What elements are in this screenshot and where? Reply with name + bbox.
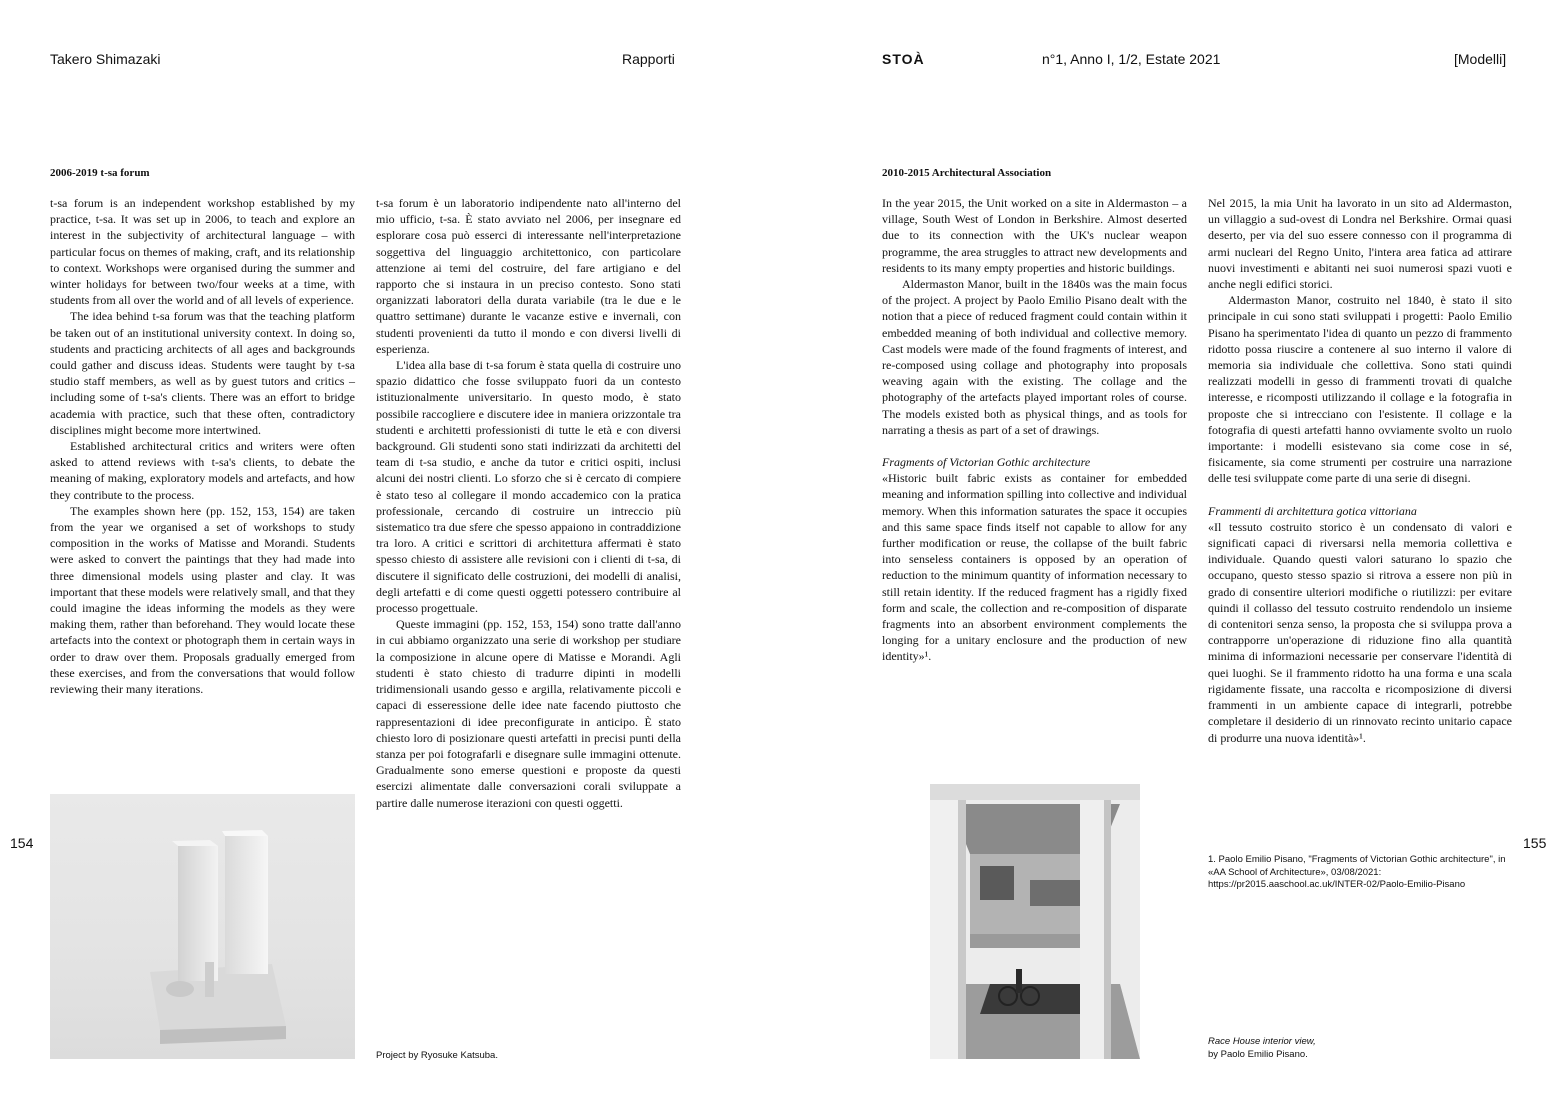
paragraph: Established architectural critics and writers were often asked to attend reviews with t-sa's clients, to debate the meaning of making, exploratory models and artefacts, and how they contribute to the process.: [50, 439, 355, 502]
race-house-photo: [930, 784, 1140, 1059]
left-italian-column: [376, 195, 681, 811]
paragraph: t-sa forum is an independent workshop established by my practice, t-sa. It was set up in 2006, to teach and explore an interest in the subjectivity of architectural language – with particular focus on themes of making, craft, and its relationship to context. Workshops were organised during the summer and winter holidays for between two/four weeks at a time, with students from all over the world and of all levels of experience.: [50, 196, 355, 308]
paragraph: Aldermaston Manor, costruito nel 1840, è stato il sito principale in cui sono stati sviluppati i progetti: Paolo Emilio Pisano ha sperimentato l'idea di quanto un pezzo di frammento ridotto possa riuscire a contenere al suo interno il valore di memoria sia individuale che collettiva. Sono stati quindi realizzati modelli in gesso di frammenti trovati di qualche interesse, e ricomposti utilizzando il collage e la fotografia in proposte che si intrecciano con l'esistente. Il collage e la fotografia di questi artefatti hanno ovviamente svolto un ruolo importante: i modelli esistevano sia come cose in sé, fisicamente, sia come strumenti per costruire una narrazione delle tesi sviluppate come parte di una serie di disegni.: [1208, 293, 1512, 486]
paragraph: Queste immagini (pp. 152, 153, 154) sono tratte dall'anno in cui abbiamo organizzato una serie di workshop per studiare la composizione in alcune opere di Matisse e Morandi. Agli studenti è stato chiesto di tradurre dipinti in modelli tridimensionali usando gesso e argilla, relativamente piccoli e capaci di esseressione delle idee nate facendo piuttosto che rappresentazioni di idee preconfigurate in anticipo. È stato chiesto loro di posizionare questi artefatti in precisi punti della stanza per poi fotografarli e disegnare sulle immagini ottenute. Gradualmente sono emerse questioni e proposte da questi esercizi alimentate dalle conversazioni corali sviluppate a partire dalle numerose iterazioni con questi oggetti.: [376, 617, 681, 810]
footnote: 1. Paolo Emilio Pisano, "Fragments of Victorian Gothic architecture", in «AA School of Architecture», 03/08/2021: https://pr2015.aaschool.ac.uk/INTER-02/Paolo-Emilio-Pisano: [1208, 854, 1506, 890]
left-image-caption: Project by Ryosuke Katsuba.: [376, 1050, 498, 1061]
english-quote: «Historic built fabric exists as container for embedded meaning and information spilling into collective and individual memory. When this information saturates the space it occupies and this same space finds itself not capable to allow for any further modification or reuse, the collapse of the built fabric into senseless containers is opposed by an operation of reduction to the minimum quantity of information necessary to still retain identity. If the reduced fragment has a rigidly fixed form and scale, the collection and re-composition of disparate fragments into an absorbent environment complements the longing for a unitary enclosure and the production of new identity»¹.: [882, 471, 1187, 664]
left-section-heading: 2006-2019 t-sa forum: [50, 167, 150, 179]
italian-quote: «Il tessuto costruito storico è un condensato di valori e significati capaci di riversarsi nella memoria collettiva e individuale. Quando questi valori saturano lo spazio che occupano, questo stesso spazio si ritrova a essere non più in grado di consentire ulteriori modifiche o riutilizzi: per evitare quindi il collasso del tessuto costruito rendendolo un insieme di contenitori senza senso, la proposta che si sviluppa prova a contrapporre un'operazione di riduzione fino alla quantità minima di informazioni necessarie per conservare l'identità di quei luoghi. Se il frammento ridotto ha una forma e una scala rigidamente fissate, una raccolta e ricomposizione di diversi frammenti in un ambiente capace di integrarli, potrebbe completare il desiderio di un rinnovato recinto unitario capace di produrre una nuova identità»¹.: [1208, 519, 1512, 745]
left-english-column: [50, 195, 355, 697]
category-label: [Modelli]: [1454, 51, 1507, 67]
english-subheading: Fragments of Victorian Gothic architecture: [882, 455, 1091, 470]
right-italian-column: [1208, 195, 1512, 746]
italian-subheading: Frammenti di architettura gotica vittoriana: [1208, 503, 1417, 518]
paragraph: The examples shown here (pp. 152, 153, 154) are taken from the year we organised a set of workshops to study composition in the works of Matisse and Morandi. Students were asked to convert the paintings that they had made into three dimensional models using plaster and clay. It was important that these models were relatively small, and that they could imagine the ideas informing the models as they were making them, rather than beforehand. They would locate these artefacts into the context or photograph them in certain ways in order to draw over them. Proposals gradually emerged from these exercises, and from the conversations that would follow reviewing their many iterations.: [50, 503, 355, 697]
paragraph: t-sa forum è un laboratorio indipendente nato all'interno del mio ufficio, t-sa. È stato avviato nel 2006, per insegnare ed esplorare cosa può esserci di interessante nell'interpretazione soggettiva del linguaggio architettonico, con particolare attenzione ai temi del costruire, del fare artigiano e del rapporto che si instaura in un preciso contesto. Sono stati organizzati laboratori della durata variabile (tra le due e le quattro settimane) durante le vacanze estive e invernali, con studenti provenienti da tutto il mondo e con diversi livelli di esperienza.: [376, 196, 681, 356]
section-title: Rapporti: [622, 51, 675, 67]
journal-logo: STOÀ: [882, 51, 925, 67]
page-number-left: 154: [10, 835, 34, 851]
plaster-model-photo: [50, 794, 355, 1059]
paragraph: In the year 2015, the Unit worked on a site in Aldermaston – a village, South West of London in Berkshire. Almost deserted due to its connection with the UK's nuclear weapon programme, the area struggles to attract new developments and residents to its many empty properties and historic buildings.: [882, 196, 1187, 275]
issue-info: n°1, Anno I, 1/2, Estate 2021: [1042, 51, 1221, 67]
right-section-heading: 2010-2015 Architectural Association: [882, 167, 1052, 179]
paragraph: L'idea alla base di t-sa forum è stata quella di costruire uno spazio didattico che fosse sviluppato fuori da un contesto istituzionalmente universitario. In questo modo, è stato possibile raccogliere e discutere idee in maniera orizzontale tra studenti e architetti professionisti di tutte le età e con diversi background. Gli studenti sono stati indirizzati da architetti del team di t-sa studio, e anche da tutor e critici ospiti, inclusi alcuni dei nostri clienti. Lo sforzo che si è cercato di compiere è stato teso al collegare il mondo accademico con la pratica professionale, cercando di costruire un intreccio più sistematico tra due sfere che spesso appaiono in contraddizione tra loro. A critici e scrittori di architettura affermati è stato spesso chiesto di assistere alle revisioni con i clienti di t-sa, di discutere il significato delle costruzioni, dei modelli di analisi, degli artefatti e di come questi oggetti potessero contribuire al processo progettuale.: [376, 358, 681, 616]
right-image-caption-line2: by Paolo Emilio Pisano.: [1208, 1049, 1308, 1060]
page-number-right: 155: [1523, 835, 1547, 851]
race-house-illustration: [930, 784, 1140, 1059]
right-english-column: [882, 195, 1187, 665]
paragraph: Aldermaston Manor, built in the 1840s was the main focus of the project. A project by Paolo Emilio Pisano dealt with the notion that a piece of reduced fragment could contain within it embedded meaning of both individual and collective memory. Cast models were made of the found fragments of interest, and re-composed using collage and photography into proposals weaving again with the existing. The collage and the photography of the artefacts played important roles of course. The models existed both as physical things, and as tools for narrating a thesis as part of a set of drawings.: [882, 277, 1187, 437]
right-image-caption-line1: Race House interior view,: [1208, 1036, 1316, 1047]
author-name: Takero Shimazaki: [50, 51, 161, 67]
plaster-model-illustration: [50, 794, 355, 1059]
paragraph: Nel 2015, la mia Unit ha lavorato in un sito ad Aldermaston, un villaggio a sud-ovest di Londra nel Berkshire. Ormai quasi deserto, per via del suo essere connesso con il programma di armi nucleari del Regno Unito, l'intera area fatica ad attirare nuovi investimenti e abitanti nei suoi numerosi spazi vuoti e anche negli edifici storici.: [1208, 196, 1512, 292]
paragraph: The idea behind t-sa forum was that the teaching platform be taken out of an institutional university context. In doing so, students and practicing architects of all ages and backgrounds could gather and discuss ideas. Students were taught by t-sa studio staff members, as well as by guest tutors and critics – including some of t-sa's clients. There was an effort to bridge academia with practice, such that these often, contradictory disciplines might become more intertwined.: [50, 309, 355, 437]
